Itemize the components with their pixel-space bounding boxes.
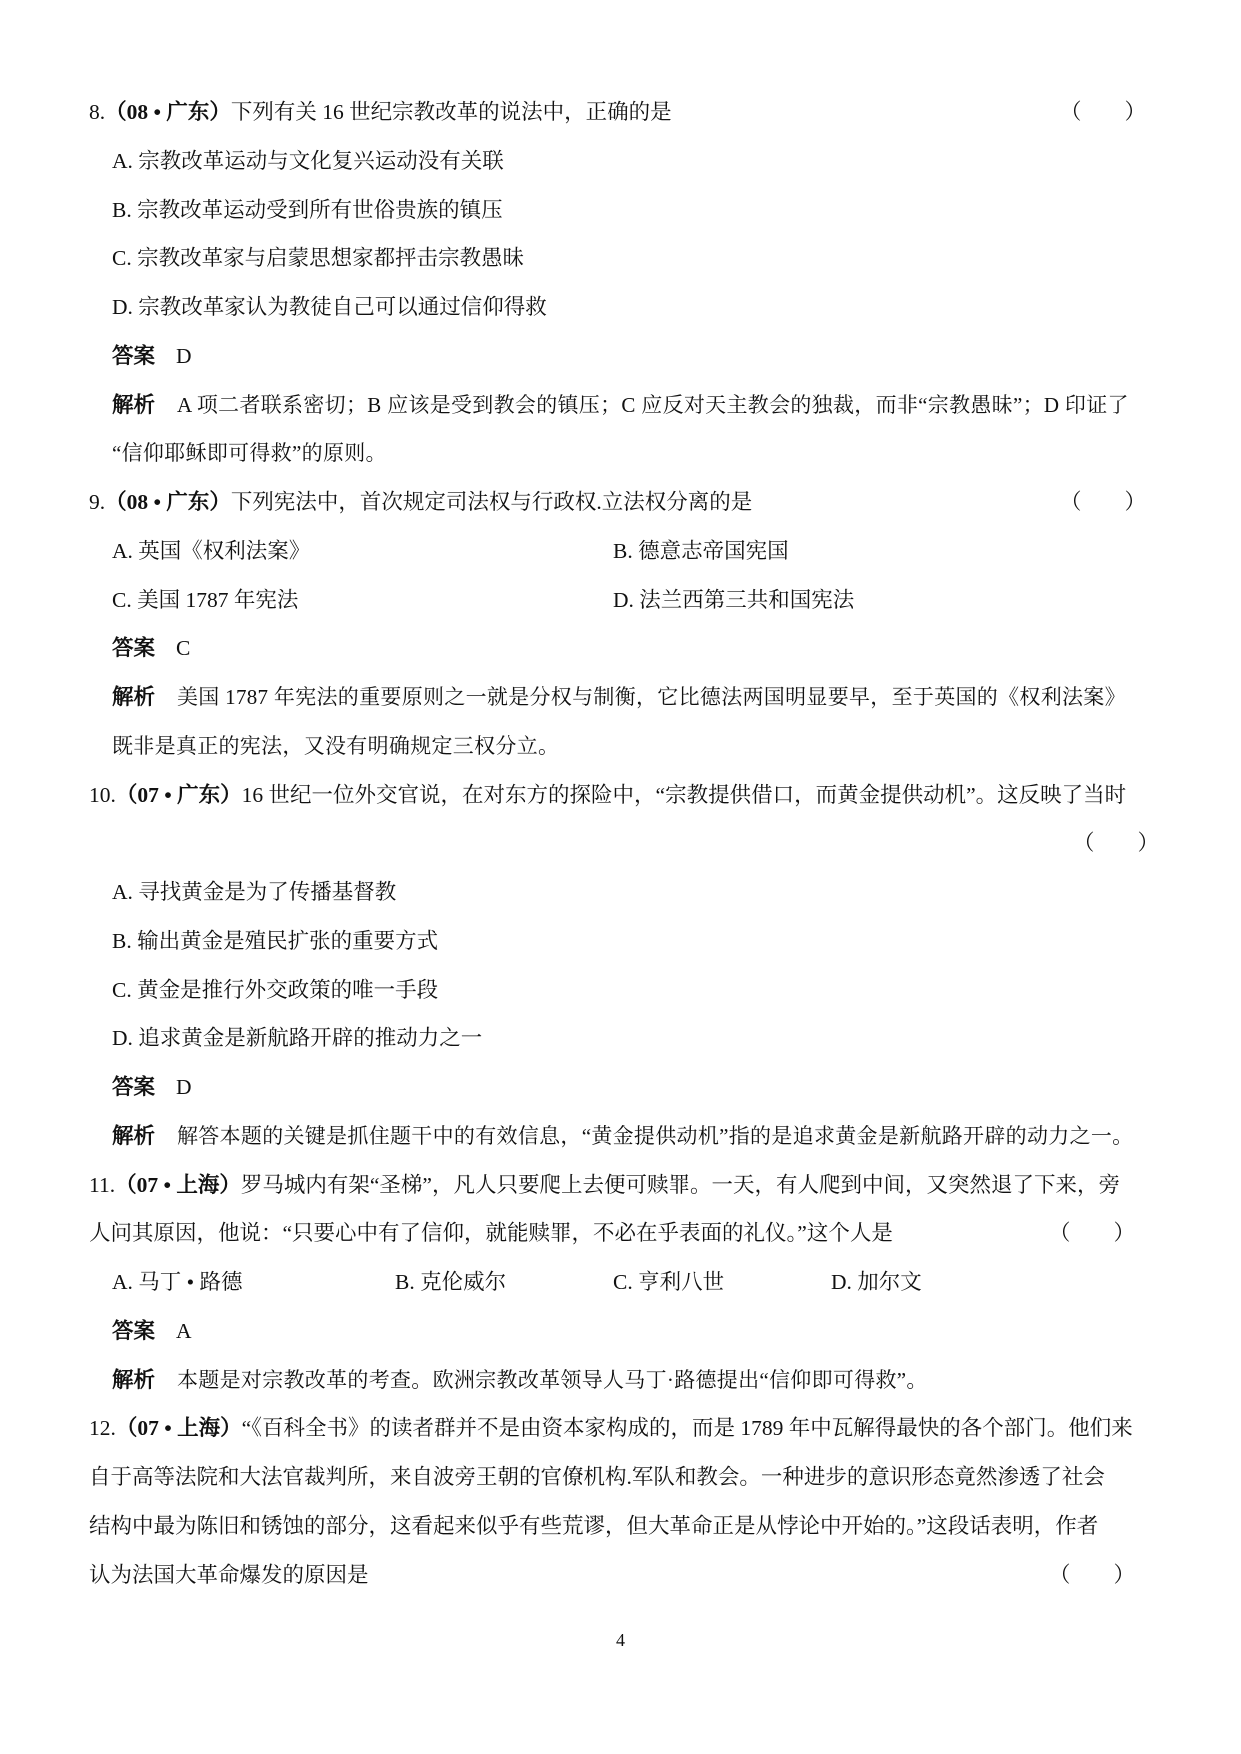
option-d: D. 加尔文 bbox=[831, 1270, 922, 1294]
answer-blank: （ ） bbox=[1049, 1221, 1136, 1246]
option-a: A. 英国《权利法案》 bbox=[112, 538, 311, 563]
option-text: A. 宗教改革运动与文化复兴运动没有关联 bbox=[112, 148, 504, 173]
question-number: 8. bbox=[89, 100, 106, 124]
question-10-option-b bbox=[0, 917, 1241, 966]
answer-value: D bbox=[176, 343, 192, 368]
analysis-label: 解析 bbox=[112, 1367, 156, 1392]
analysis-label: 解析 bbox=[112, 1123, 156, 1148]
analysis-text: 既非是真正的宪法，又没有明确规定三权分立。 bbox=[112, 733, 560, 758]
answer-blank: （ ） bbox=[1060, 100, 1147, 124]
question-stem bbox=[89, 771, 1126, 820]
answer-label: 答案 bbox=[112, 343, 156, 368]
analysis-text: “信仰耶稣即可得救”的原则。 bbox=[112, 441, 387, 466]
analysis-text: 本题是对宗教改革的考查。欧洲宗教改革领导人马丁·路德提出“信仰即可得救”。 bbox=[177, 1367, 928, 1392]
question-11-stem-line bbox=[0, 1161, 1241, 1210]
question-stem bbox=[89, 1161, 1120, 1210]
question-stem-text: 自于高等法院和大法官裁判所，来自波旁王朝的官僚机构.军队和教会。一种进步的意识形态竟然渗透了社会 bbox=[89, 1465, 1105, 1489]
question-8-analysis bbox=[0, 381, 1241, 430]
question-10-option-a bbox=[0, 868, 1241, 917]
question-stem-text: 下列宪法中，首次规定司法权与行政权.立法权分离的是 bbox=[230, 490, 753, 514]
question-stem-text: 下列有关 16 世纪宗教改革的说法中，正确的是 bbox=[230, 100, 672, 124]
analysis-text: 解答本题的关键是抓住题干中的有效信息，“黄金提供动机”指的是追求黄金是新航路开辟的动力之一。 bbox=[177, 1123, 1134, 1148]
option-text: B. 宗教改革运动受到所有世俗贵族的镇压 bbox=[112, 197, 503, 222]
question-11-options-row bbox=[0, 1258, 1241, 1307]
question-number: 12. bbox=[89, 1416, 116, 1441]
option-text: D. 追求黄金是新航路开辟的推动力之一 bbox=[112, 1026, 483, 1051]
question-list bbox=[0, 88, 1241, 1599]
answer-label: 答案 bbox=[112, 1318, 156, 1343]
question-8-analysis-continued bbox=[0, 429, 1241, 478]
option-text: B. 输出黄金是殖民扩张的重要方式 bbox=[112, 928, 439, 953]
page-number: 4 bbox=[616, 1630, 625, 1650]
option-c: C. 美国 1787 年宪法 bbox=[112, 587, 299, 612]
option-d: D. 法兰西第三共和国宪法 bbox=[613, 587, 855, 612]
option-text: C. 黄金是推行外交政策的唯一手段 bbox=[112, 977, 439, 1002]
question-8-option-a bbox=[0, 137, 1241, 186]
answer-label: 答案 bbox=[112, 636, 156, 661]
question-10-option-c bbox=[0, 966, 1241, 1015]
option-text: A. 寻找黄金是为了传播基督教 bbox=[112, 880, 397, 904]
question-stem bbox=[89, 478, 752, 527]
answer-value: C bbox=[176, 636, 191, 661]
answer-value: A bbox=[176, 1318, 192, 1343]
question-9-analysis-continued bbox=[0, 722, 1241, 771]
question-stem-text: 人问其原因，他说：“只要心中有了信仰，就能赎罪，不必在乎表面的礼仪。”这个人是 bbox=[89, 1221, 893, 1246]
question-source: （08 • 广东） bbox=[105, 100, 231, 124]
answer-blank: （ ） bbox=[1060, 490, 1147, 514]
question-11-analysis bbox=[0, 1356, 1241, 1405]
question-9-stem-line bbox=[0, 478, 1241, 527]
option-a: A. 马丁 • 路德 bbox=[112, 1270, 243, 1294]
question-8-option-d bbox=[0, 283, 1241, 332]
question-source: （08 • 广东） bbox=[105, 490, 231, 514]
question-11-answer bbox=[0, 1307, 1241, 1356]
answer-label: 答案 bbox=[112, 1075, 156, 1099]
analysis-text: A 项二者联系密切；B 应该是受到教会的镇压；C 应反对天主教会的独裁，而非“宗教愚昧”；D 印证了 bbox=[177, 392, 1129, 417]
analysis-text: 美国 1787 年宪法的重要原则之一就是分权与制衡，它比德法两国明显要早，至于英国的《权利法案》 bbox=[177, 685, 1126, 709]
question-stem-text: 认为法国大革命爆发的原因是 bbox=[89, 1562, 369, 1587]
question-stem-text: “《百科全书》的读者群并不是由资本家构成的，而是 1789 年中瓦解得最快的各个部门。他们来 bbox=[241, 1416, 1133, 1441]
question-8-option-b bbox=[0, 186, 1241, 235]
question-source: （07 • 广东） bbox=[115, 782, 242, 807]
question-9-options-row-1 bbox=[0, 527, 1241, 576]
question-10-answer bbox=[0, 1063, 1241, 1112]
question-12-stem-line bbox=[0, 1404, 1241, 1453]
question-source: （07 • 上海） bbox=[115, 1416, 242, 1441]
question-9-analysis bbox=[0, 673, 1241, 722]
question-source: （07 • 上海） bbox=[115, 1172, 241, 1197]
answer-value: D bbox=[176, 1075, 192, 1099]
option-text: D. 宗教改革家认为教徒自己可以通过信仰得救 bbox=[112, 295, 547, 319]
question-8-answer bbox=[0, 332, 1241, 381]
answer-blank: （ ） bbox=[1049, 1562, 1136, 1587]
question-10-option-d bbox=[0, 1014, 1241, 1063]
question-stem bbox=[89, 1404, 1133, 1453]
question-12-stem-line-3 bbox=[0, 1502, 1241, 1551]
option-text: C. 宗教改革家与启蒙思想家都抨击宗教愚昧 bbox=[112, 246, 525, 271]
question-8-option-c bbox=[0, 234, 1241, 283]
question-9-answer bbox=[0, 624, 1241, 673]
question-10-analysis bbox=[0, 1112, 1241, 1161]
question-10-stem-line bbox=[0, 771, 1241, 820]
question-10-blank-line bbox=[0, 819, 1241, 868]
question-number: 9. bbox=[89, 490, 106, 514]
analysis-label: 解析 bbox=[112, 685, 156, 709]
question-8-stem-line bbox=[0, 88, 1241, 137]
option-b: B. 德意志帝国宪国 bbox=[613, 538, 789, 563]
question-12-stem-line-4 bbox=[0, 1551, 1241, 1600]
question-11-stem-line-2 bbox=[0, 1209, 1241, 1258]
question-stem-text: 结构中最为陈旧和锈蚀的部分，这看起来似乎有些荒谬，但大革命正是从悖论中开始的。”这段话表明，作者 bbox=[89, 1513, 1099, 1538]
question-12-stem-line-2 bbox=[0, 1453, 1241, 1502]
question-stem bbox=[89, 88, 672, 137]
option-c: C. 亨利八世 bbox=[613, 1270, 725, 1294]
option-b: B. 克伦威尔 bbox=[395, 1270, 507, 1294]
question-stem-text: 罗马城内有架“圣梯”，凡人只要爬上去便可赎罪。一天，有人爬到中间，又突然退了下来，旁 bbox=[240, 1172, 1120, 1197]
question-number: 10. bbox=[89, 782, 116, 807]
question-9-options-row-2 bbox=[0, 576, 1241, 625]
question-number: 11. bbox=[89, 1172, 116, 1197]
question-stem-text: 16 世纪一位外交官说，在对东方的探险中，“宗教提供借口，而黄金提供动机”。这反映了当时 bbox=[241, 782, 1127, 807]
answer-blank: （ ） bbox=[1073, 831, 1160, 856]
analysis-label: 解析 bbox=[112, 392, 156, 417]
